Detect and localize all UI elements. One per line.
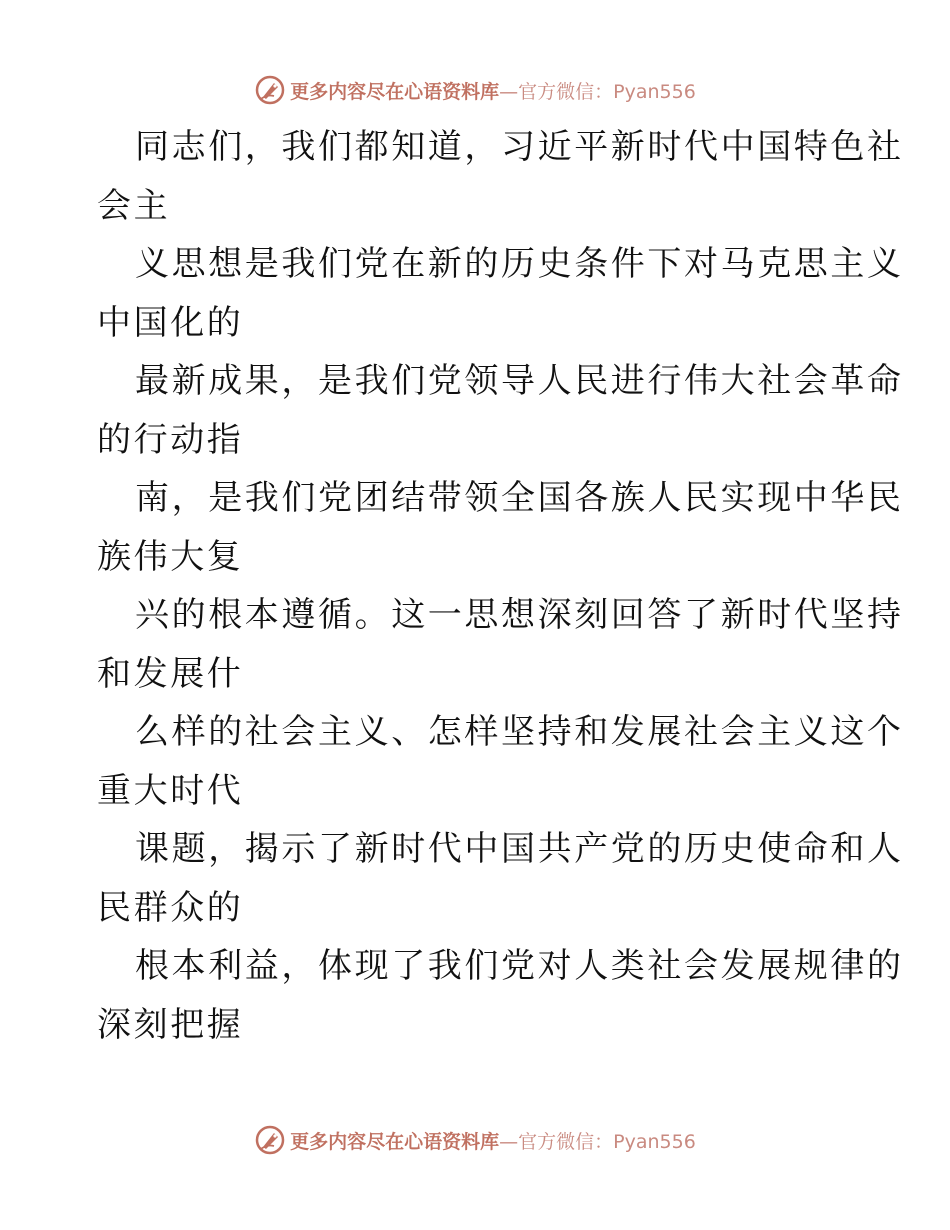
body-line: 根本利益，体现了我们党对人类社会发展规律的 [135, 946, 904, 986]
body-line: 同志们，我们都知道，习近平新时代中国特色社 [135, 127, 904, 167]
body-line: 的行动指 [97, 419, 244, 460]
body-line: 南，是我们党团结带领全国各族人民实现中华民 [135, 478, 904, 518]
body-line: 深刻把握 [97, 1004, 244, 1045]
body-line: 最新成果，是我们党领导人民进行伟大社会革命 [135, 361, 904, 401]
footer-banner-tail: 官方微信：Pyan556 [518, 1130, 696, 1153]
body-line: 义思想是我们党在新的历史条件下对马克思主义 [135, 244, 904, 284]
footer-banner-main: 更多内容尽在心语资料库 [290, 1130, 500, 1153]
pen-nib-logo-icon [254, 1124, 286, 1156]
pen-nib-logo-icon [254, 74, 286, 106]
document-body [97, 118, 904, 1054]
header-banner-text [290, 77, 696, 104]
body-line: 重大时代 [97, 770, 244, 811]
header-banner [0, 70, 950, 110]
body-line: 兴的根本遵循。这一思想深刻回答了新时代坚持 [135, 595, 904, 635]
body-line: 会主 [97, 185, 171, 226]
body-line: 族伟大复 [97, 536, 244, 577]
footer-banner-sep: — [499, 1130, 519, 1153]
body-line: 中国化的 [97, 302, 244, 343]
body-line: 么样的社会主义、怎样坚持和发展社会主义这个 [135, 712, 904, 752]
header-banner-tail: 官方微信：Pyan556 [518, 80, 696, 103]
body-line: 民群众的 [97, 887, 244, 928]
header-banner-main: 更多内容尽在心语资料库 [290, 80, 500, 103]
body-line: 和发展什 [97, 653, 244, 694]
header-banner-sep: — [499, 80, 519, 103]
footer-banner-text [290, 1127, 696, 1154]
footer-banner [0, 1120, 950, 1160]
body-line: 课题，揭示了新时代中国共产党的历史使命和人 [135, 829, 904, 869]
